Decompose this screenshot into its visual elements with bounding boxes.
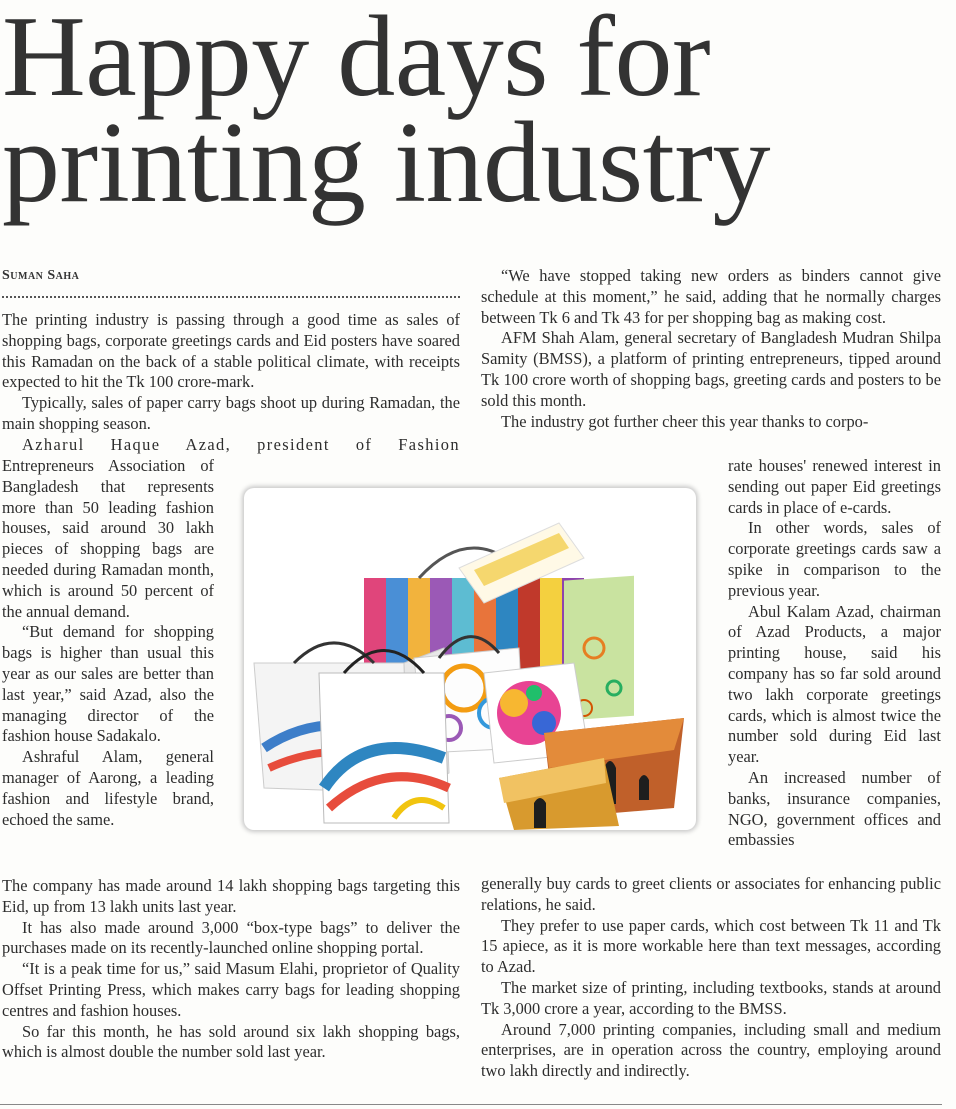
paragraph: The company has made around 14 lakh shopping bags targeting this Eid, up from 13 lakh units last year. (2, 876, 460, 916)
article-column-1-bottom (2, 876, 460, 1063)
paragraph: Typically, sales of paper carry bags shoot up during Ramadan, the main shopping season. (2, 393, 460, 433)
article-column-1-wrap (2, 456, 214, 830)
paragraph: AFM Shah Alam, general secretary of Bangladesh Mudran Shilpa Samity (BMSS), a platform of printing entrepreneurs, tipped around Tk 100 crore worth of shopping bags, greeting cards and posters to be sold this month. (481, 328, 941, 410)
paragraph: Ashraful Alam, general manager of Aarong, a leading fashion and lifestyle brand, echoed the same. (2, 747, 214, 829)
paragraph: They prefer to use paper cards, which cost between Tk 11 and Tk 15 apiece, as it is more workable here than text messages, according to Azad. (481, 915, 941, 977)
paragraph: So far this month, he has sold around six lakh shopping bags, which is almost double the number sold last year. (2, 1021, 460, 1062)
shopping-bags-photo (244, 488, 696, 830)
paragraph: The printing industry is passing through a good time as sales of shopping bags, corporate greetings cards and Eid posters have soared this Ramadan on the back of a stable political climate, with receipts expected to hit the Tk 100 crore-mark. (2, 310, 460, 392)
paragraph: “We have stopped taking new orders as binders cannot give schedule at this moment,” he said, adding that he normally charges between Tk 6 and Tk 43 for per shopping bag as making cost. (481, 266, 941, 327)
byline: Suman Saha (2, 268, 80, 283)
paragraph: The market size of printing, including textbooks, stands at around Tk 3,000 crore a year, according to the BMSS. (481, 977, 941, 1018)
byline-divider (2, 296, 460, 298)
paragraph: An increased number of banks, insurance companies, NGO, government offices and embassies (728, 767, 941, 850)
paragraph: “It is a peak time for us,” said Masum Elahi, proprietor of Quality Offset Printing Press, which makes carry bags for leading shopping centres and fashion houses. (2, 959, 460, 1020)
headline: Happy days for printing industry (2, 0, 771, 227)
paragraph: Entrepreneurs Association of Bangladesh that represents more than 50 leading fashion houses, said around 30 lakh pieces of shopping bags are needed during Ramadan month, which is around 50 percent of the annual demand. (2, 456, 214, 621)
paragraph: rate houses' renewed interest in sending out paper Eid greetings cards in place of e-cards. (728, 456, 941, 517)
paragraph: Azharul Haque Azad, president of Fashion (22, 434, 460, 454)
bottom-rule (0, 1104, 942, 1105)
article-column-2-top (481, 266, 941, 432)
article-column-1-top (2, 310, 460, 456)
paragraph: Abul Kalam Azad, chairman of Azad Products, a major printing house, said his company has so far sold around two lakh corporate greetings cards, which is almost twice the number sold during Eid last year. (728, 601, 941, 767)
article-column-2-bottom (481, 874, 941, 1082)
paragraph: It has also made around 3,000 “box-type bags” to deliver the purchases made on its recently-launched online shopping portal. (2, 917, 460, 958)
shopping-bags-and-cards-illustration (244, 488, 696, 830)
paragraph: Around 7,000 printing companies, including small and medium enterprises, are in operation across the country, employing around two lakh directly and indirectly. (481, 1019, 941, 1081)
paragraph: “But demand for shopping bags is higher than usual this year as our sales are better than last year,” said Azad, also the managing director of the fashion house Sadakalo. (2, 622, 214, 746)
paragraph: The industry got further cheer this year thanks to corpo- (501, 411, 869, 431)
paragraph: generally buy cards to greet clients or associates for enhancing public relations, he said. (481, 874, 941, 914)
front-white-bag (319, 651, 449, 824)
article-column-2-wrap (728, 456, 941, 851)
paragraph: In other words, sales of corporate greetings cards saw a spike in comparison to the previous year. (728, 518, 941, 600)
